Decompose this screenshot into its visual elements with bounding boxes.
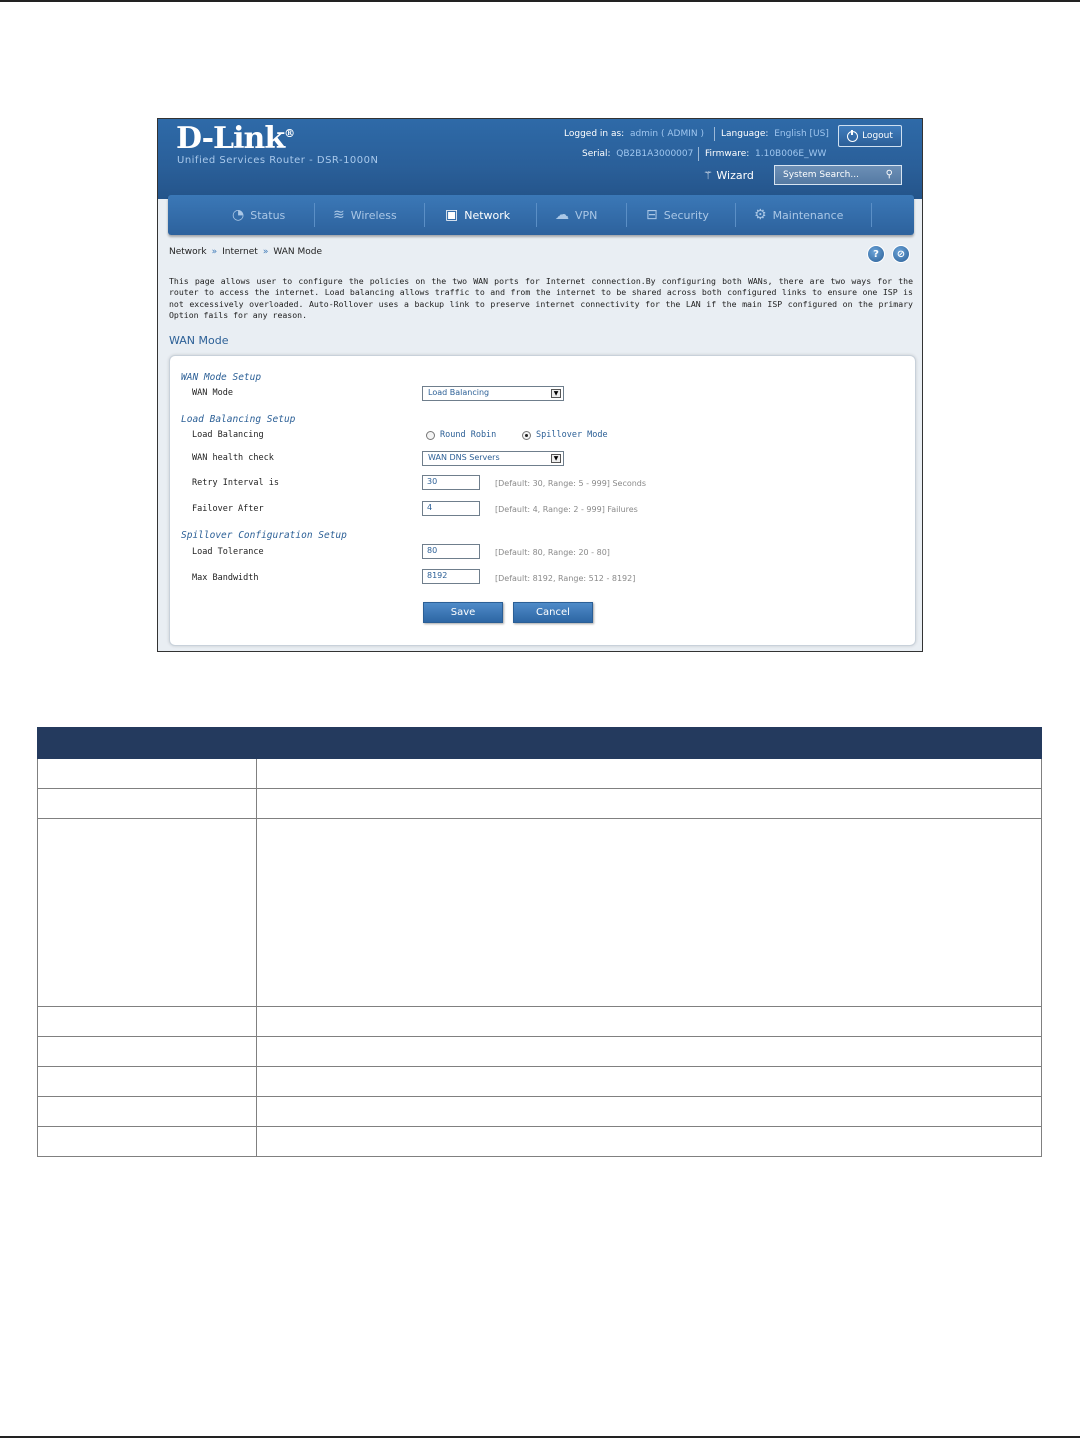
bottom-rule bbox=[0, 1436, 1080, 1438]
nav-vpn[interactable]: ☁ VPN bbox=[555, 207, 598, 223]
language-value[interactable]: English [US] bbox=[774, 129, 829, 139]
table-cell bbox=[257, 1067, 1042, 1097]
health-check-select[interactable]: WAN DNS Servers ▼ bbox=[422, 451, 564, 466]
table-cell bbox=[38, 789, 257, 819]
radio-circle-selected[interactable] bbox=[522, 431, 531, 440]
max-bandwidth-label: Max Bandwidth bbox=[192, 573, 259, 583]
cancel-button[interactable]: Cancel bbox=[513, 602, 593, 623]
main-nav bbox=[168, 195, 914, 235]
wand-icon: ⚚ bbox=[703, 169, 713, 182]
logout-button[interactable]: Logout bbox=[838, 125, 902, 147]
router-screenshot bbox=[157, 118, 923, 652]
max-bandwidth-hint: [Default: 8192, Range: 512 - 8192] bbox=[495, 574, 636, 583]
table-row bbox=[38, 1007, 1042, 1037]
wan-mode-select[interactable]: Load Balancing ▼ bbox=[422, 386, 564, 401]
retry-interval-hint: [Default: 30, Range: 5 - 999] Seconds bbox=[495, 479, 647, 488]
load-tolerance-label: Load Tolerance bbox=[192, 547, 264, 557]
nav-wireless[interactable]: ≋ Wireless bbox=[333, 207, 397, 223]
table-cell bbox=[38, 1067, 257, 1097]
failover-label: Failover After bbox=[192, 504, 264, 514]
retry-interval-input[interactable]: 30 bbox=[422, 475, 480, 490]
brand-logo: D-Link® bbox=[176, 121, 295, 156]
wan-mode-panel bbox=[169, 355, 916, 646]
table-row bbox=[38, 1127, 1042, 1157]
failover-hint: [Default: 4, Range: 2 - 999] Failures bbox=[495, 505, 638, 514]
spillover-setup-heading: Spillover Configuration Setup bbox=[181, 530, 347, 541]
power-icon bbox=[847, 131, 858, 142]
gears-icon: ⚙ bbox=[754, 207, 767, 223]
table-cell bbox=[257, 789, 1042, 819]
wan-mode-setup-heading: WAN Mode Setup bbox=[181, 372, 262, 383]
breadcrumb-network[interactable]: Network bbox=[169, 247, 207, 257]
table-row bbox=[38, 1097, 1042, 1127]
load-tolerance-input[interactable]: 80 bbox=[422, 544, 480, 559]
retry-interval-label: Retry Interval is bbox=[192, 478, 279, 488]
search-icon: ⚲ bbox=[885, 169, 893, 180]
table-cell bbox=[257, 1007, 1042, 1037]
gauge-icon: ◔ bbox=[232, 207, 245, 223]
nav-security[interactable]: ⊟ Security bbox=[646, 207, 709, 223]
chevron-down-icon: ▼ bbox=[551, 389, 561, 398]
nav-maintenance[interactable]: ⚙ Maintenance bbox=[754, 207, 844, 223]
max-bandwidth-input[interactable]: 8192 bbox=[422, 569, 480, 584]
table-header-cell bbox=[38, 728, 257, 759]
model-name: Unified Services Router - DSR-1000N bbox=[177, 155, 379, 166]
table-cell bbox=[257, 759, 1042, 789]
logged-in-info: Logged in as: admin ( ADMIN ) bbox=[564, 129, 704, 139]
table-cell bbox=[38, 1007, 257, 1037]
table-cell bbox=[257, 1097, 1042, 1127]
load-tolerance-hint: [Default: 80, Range: 20 - 80] bbox=[495, 548, 610, 557]
table-cell bbox=[38, 1097, 257, 1127]
breadcrumb: Network » Internet » WAN Mode bbox=[169, 247, 323, 257]
breadcrumb-wan-mode: WAN Mode bbox=[273, 247, 323, 257]
nav-status[interactable]: ◔ Status bbox=[232, 207, 286, 223]
table-cell bbox=[38, 1127, 257, 1157]
wifi-icon: ≋ bbox=[333, 207, 345, 223]
table-cell bbox=[38, 819, 257, 1007]
computer-icon: ▣ bbox=[445, 207, 459, 223]
section-title: WAN Mode bbox=[169, 334, 229, 347]
logged-in-user: admin ( ADMIN ) bbox=[629, 129, 704, 139]
header bbox=[158, 119, 922, 199]
chevron-down-icon: ▼ bbox=[551, 454, 561, 463]
health-check-label: WAN health check bbox=[192, 453, 274, 463]
language-info: Language: English [US] bbox=[721, 129, 829, 139]
load-balancing-setup-heading: Load Balancing Setup bbox=[181, 414, 296, 425]
table-row bbox=[38, 1037, 1042, 1067]
wizard-link[interactable]: ⚚ Wizard bbox=[703, 169, 754, 182]
page-description: This page allows user to configure the policies on the two WAN ports for Internet connection.By configuring both WANs, there are two ways for the router to access the internet. Load balancing allows traffic to and from the internet to be shared across both configured links to ensure one ISP is not excessively overloaded. Auto-Rollover uses a backup link to preserve internet connectivity for the LAN if the main ISP configured on the primary Option fails for any reason. bbox=[169, 276, 913, 320]
radio-circle[interactable] bbox=[426, 431, 435, 440]
table-cell bbox=[38, 1037, 257, 1067]
table-cell bbox=[257, 1037, 1042, 1067]
lock-icon: ⊟ bbox=[646, 207, 658, 223]
wan-mode-label: WAN Mode bbox=[192, 388, 233, 398]
table-cell bbox=[257, 819, 1042, 1007]
failover-input[interactable]: 4 bbox=[422, 501, 480, 516]
top-rule bbox=[0, 0, 1080, 2]
table-cell bbox=[257, 1127, 1042, 1157]
table-row bbox=[38, 1067, 1042, 1097]
radio-spillover[interactable]: Spillover Mode bbox=[522, 430, 608, 440]
table-row bbox=[38, 819, 1042, 1007]
radio-round-robin[interactable]: Round Robin bbox=[426, 430, 496, 440]
table-row bbox=[38, 759, 1042, 789]
cloud-lock-icon: ☁ bbox=[555, 207, 569, 223]
firmware-info: Firmware: 1.10B006E_WW bbox=[705, 149, 827, 159]
table-cell bbox=[38, 759, 257, 789]
table-header-row bbox=[38, 728, 1042, 759]
serial-info: Serial: QB2B1A3000007 bbox=[582, 149, 694, 159]
nav-network[interactable]: ▣ Network bbox=[445, 207, 511, 223]
system-search-input[interactable]: System Search... ⚲ bbox=[774, 165, 902, 185]
load-balancing-label: Load Balancing bbox=[192, 430, 264, 440]
save-button[interactable]: Save bbox=[423, 602, 503, 623]
table-row bbox=[38, 789, 1042, 819]
info-icon[interactable]: ⊘ bbox=[892, 245, 910, 263]
table-header-cell bbox=[257, 728, 1042, 759]
help-icon[interactable]: ? bbox=[867, 245, 885, 263]
settings-table bbox=[37, 727, 1042, 1157]
breadcrumb-internet[interactable]: Internet bbox=[222, 247, 258, 257]
